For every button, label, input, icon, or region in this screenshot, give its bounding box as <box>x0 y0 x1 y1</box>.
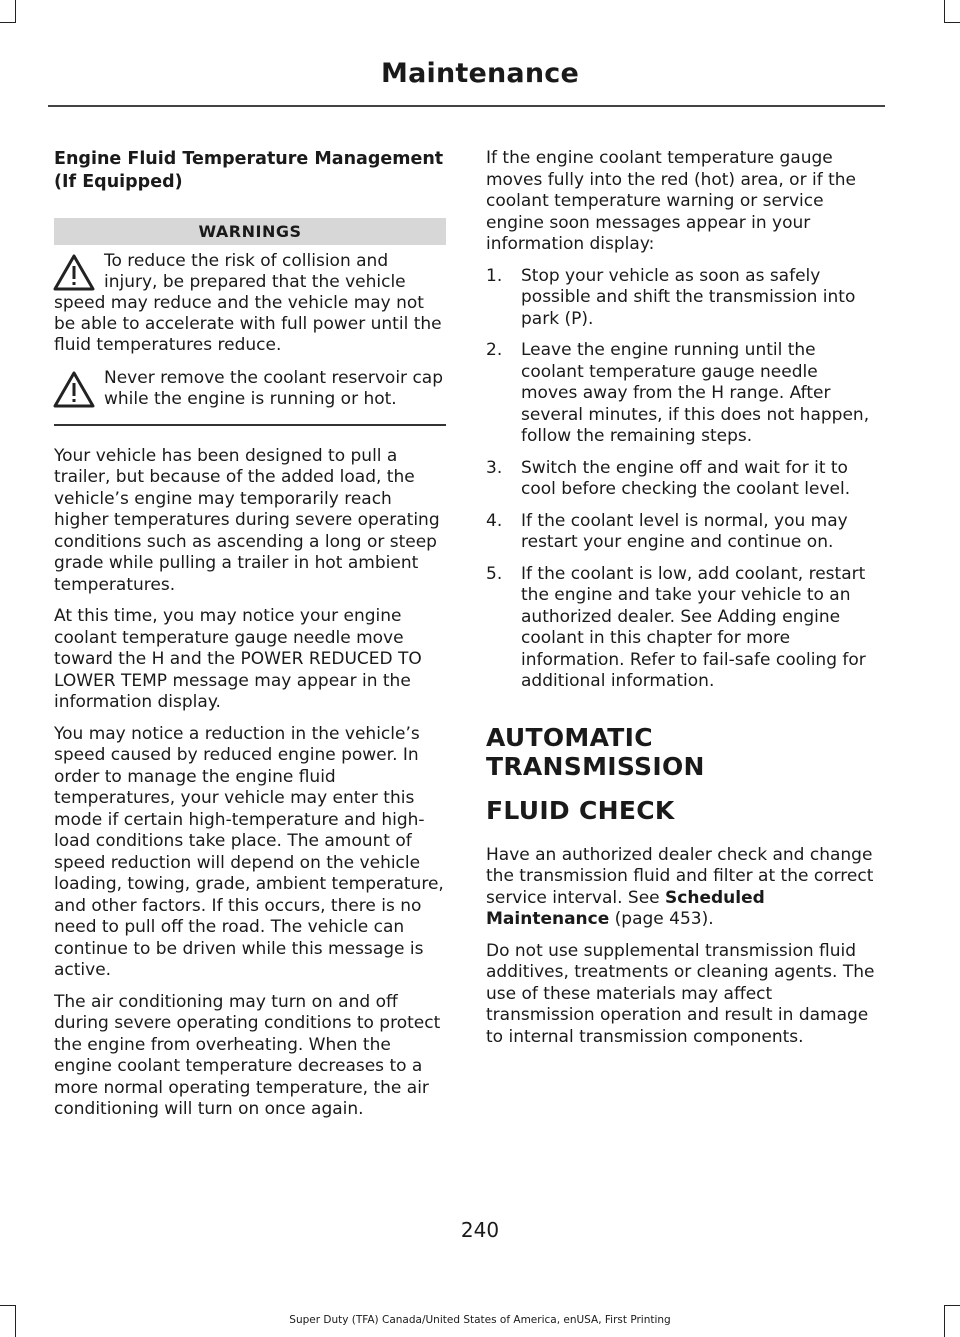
body-paragraph: You may notice a reduction in the vehicle’s speed caused by reduced engine power. In order to manage the engine fluid temperatures, your vehicle may enter this mode if certain high-temperature and high-load conditions take place. The amount of speed reduction will depend on the vehicle loading, towing, grade, ambient temperature, and other factors. If this occurs, there is no need to pull off the road. The vehicle can continue to be driven while this message is active. <box>54 723 444 980</box>
scheduled-maintenance-link[interactable]: Scheduled Maintenance <box>486 887 765 929</box>
page-number: 240 <box>460 1218 500 1242</box>
body-paragraph: The air conditioning may turn on and off during severe operating conditions to protect the engine from overheating. When the engine coolant temperature decreases to a more normal operating temperature, the air conditioning will turn on once again. <box>54 991 441 1119</box>
section-title-line: FLUID CHECK <box>486 795 675 825</box>
list-item <box>486 564 878 693</box>
paragraph-text: Have an authorized dealer check and change the transmission fluid and filter at the correct service interval. See <box>486 844 874 908</box>
warning-item <box>54 251 446 356</box>
crop-mark <box>944 1305 960 1306</box>
crop-mark <box>944 0 945 22</box>
warnings-box <box>54 218 446 426</box>
right-column <box>486 148 878 1058</box>
header-divider <box>48 105 885 107</box>
crop-mark <box>944 22 960 23</box>
step-text: If the coolant is low, add coolant, restart the engine and take your vehicle to an authorized dealer. See Adding engine coolant in this chapter for more information. Refer to fail-safe cooling for additional information. <box>521 563 866 691</box>
body-paragraph: At this time, you may notice your engine coolant temperature gauge needle move toward the H and the POWER REDUCED TO LOWER TEMP message may appear in the information display. <box>54 606 422 712</box>
page-header-title: Maintenance <box>381 58 579 89</box>
list-item <box>486 266 878 331</box>
list-item <box>486 511 878 554</box>
warnings-label: WARNINGS <box>54 218 446 245</box>
crop-mark <box>15 0 16 22</box>
left-column <box>54 148 446 1131</box>
step-number: 1. <box>486 265 503 286</box>
step-text: Switch the engine off and wait for it to cool before checking the coolant level. <box>521 457 851 499</box>
subheading: Engine Fluid Temperature Management (If Equipped) <box>54 149 444 192</box>
body-paragraph <box>486 845 878 931</box>
intro-paragraph: If the engine coolant temperature gauge moves fully into the red (hot) area, or if the coolant temperature warning or service engine soon messages appear in your information display: <box>486 148 856 254</box>
step-number: 5. <box>486 563 503 584</box>
body-paragraph: Your vehicle has been designed to pull a trailer, but because of the added load, the vehicle’s engine may temporarily reach higher temperatures during severe operating conditions such as ascending a long or steep grade while pulling a trailer in hot ambient temperatures. <box>54 445 440 595</box>
step-text: Leave the engine running until the coolant temperature gauge needle moves away from the H range. After several minutes, if this does not happen, follow the remaining steps. <box>521 340 870 446</box>
body-paragraph: Do not use supplemental transmission fluid additives, treatments or cleaning agents. The use of these materials may affect transmission operation and result in damage to internal transmission components. <box>486 940 875 1047</box>
warning-triangle-icon <box>52 370 96 410</box>
crop-mark <box>0 22 16 23</box>
list-item <box>486 458 878 501</box>
step-number: 3. <box>486 457 503 478</box>
crop-mark <box>0 1305 16 1306</box>
warning-item <box>54 368 446 410</box>
warning-text: To reduce the risk of collision and injury, be prepared that the vehicle speed may reduce and the vehicle may not be able to accelerate with full power until the fluid temperatures reduce. <box>54 251 442 355</box>
steps-list <box>486 266 878 693</box>
warning-triangle-icon <box>52 253 96 293</box>
section-title <box>486 723 878 825</box>
footer-text: Super Duty (TFA) Canada/United States of America, enUSA, First Printing <box>289 1314 671 1326</box>
step-text: Stop your vehicle as soon as safely possible and shift the transmission into park (P). <box>521 265 856 329</box>
step-number: 4. <box>486 510 503 531</box>
step-number: 2. <box>486 340 503 360</box>
warnings-divider <box>54 424 446 426</box>
list-item <box>486 340 878 448</box>
warning-text: Never remove the coolant reservoir cap while the engine is running or hot. <box>104 368 443 409</box>
page-reference: (page 453). <box>609 909 714 929</box>
section-title-line: AUTOMATIC TRANSMISSION <box>486 722 705 781</box>
step-text: If the coolant level is normal, you may restart your engine and continue on. <box>521 510 848 552</box>
